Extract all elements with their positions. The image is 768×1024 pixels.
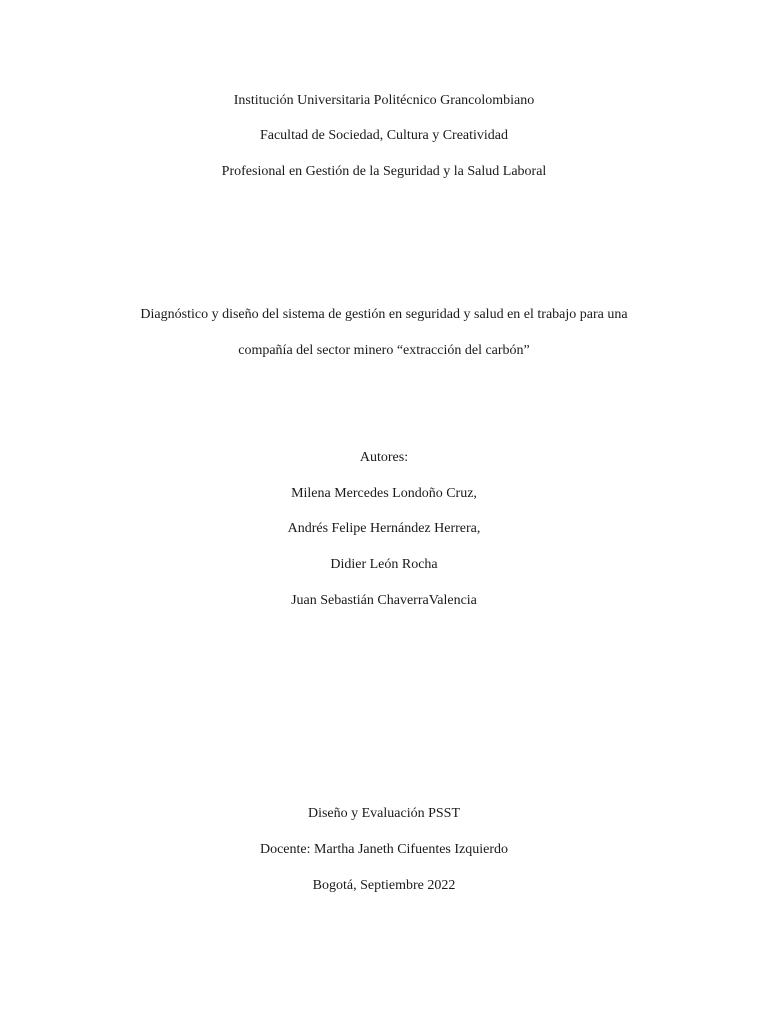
authors-heading: Autores: bbox=[359, 450, 409, 465]
document-title-line-1: Diagnóstico y diseño del sistema de gestión en seguridad y salud en el trabajo para una bbox=[140, 307, 628, 322]
author-name: Andrés Felipe Hernández Herrera, bbox=[287, 521, 481, 536]
author-name: Didier León Rocha bbox=[330, 557, 438, 572]
author-name: Milena Mercedes Londoño Cruz, bbox=[291, 486, 477, 501]
place-date: Bogotá, Septiembre 2022 bbox=[312, 878, 456, 893]
course-name: Diseño y Evaluación PSST bbox=[307, 806, 461, 821]
document-title-line-2: compañía del sector minero “extracción del carbón” bbox=[238, 343, 530, 358]
institution-name: Institución Universitaria Politécnico Grancolombiano bbox=[233, 93, 535, 108]
author-name: Juan Sebastián ChaverraValencia bbox=[291, 593, 477, 608]
program-name: Profesional en Gestión de la Seguridad y la Salud Laboral bbox=[221, 164, 547, 179]
teacher-name: Docente: Martha Janeth Cifuentes Izquierdo bbox=[259, 842, 509, 857]
faculty-name: Facultad de Sociedad, Cultura y Creatividad bbox=[259, 128, 509, 143]
